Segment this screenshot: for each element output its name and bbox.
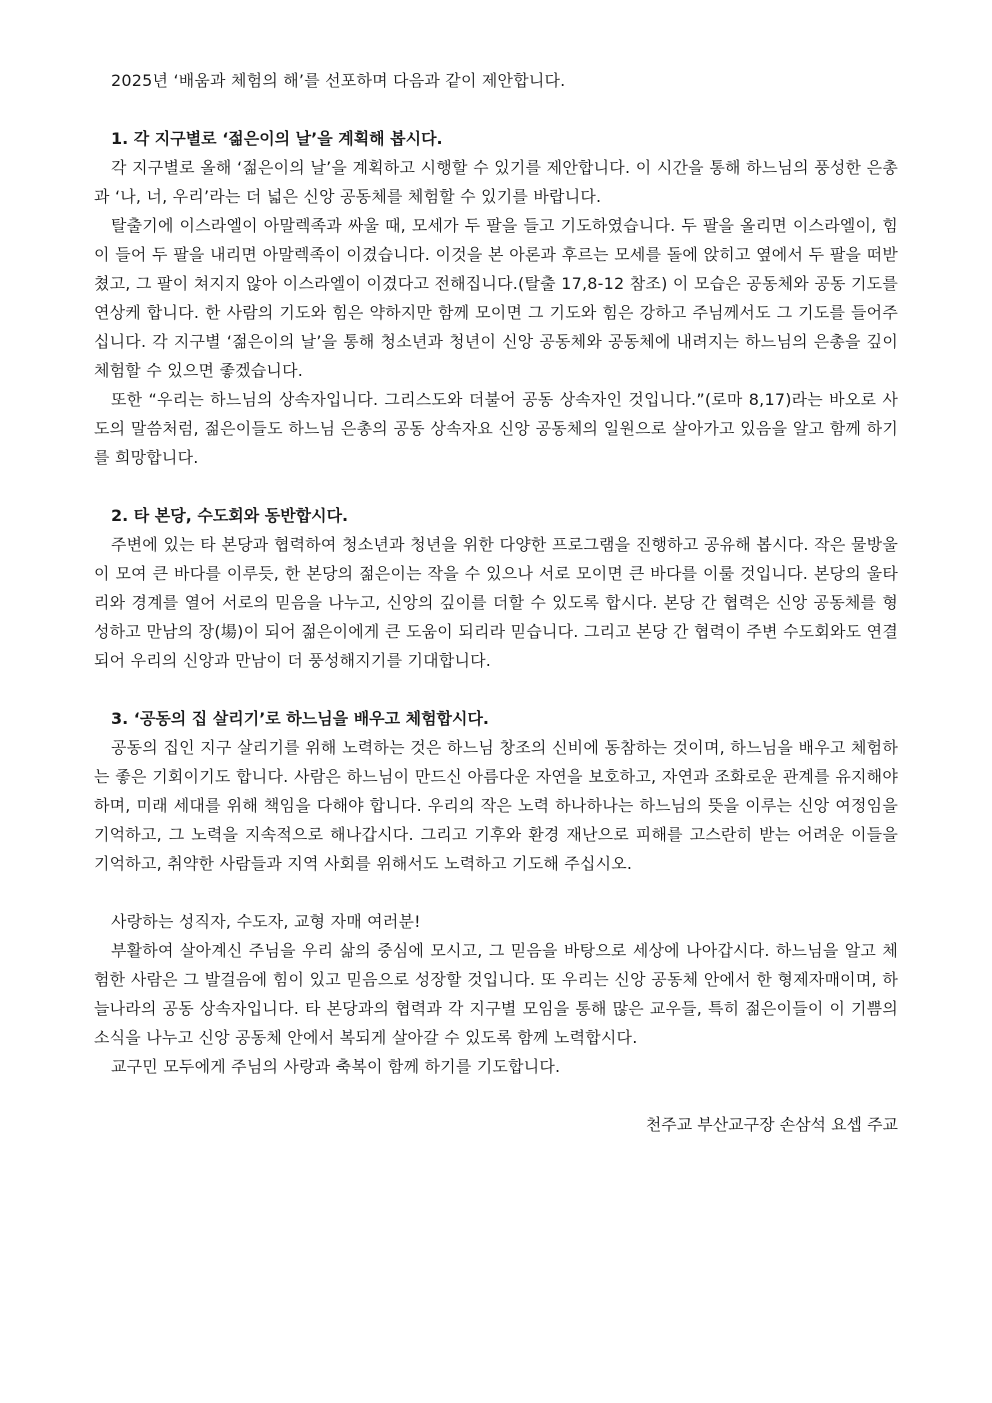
section-1-paragraph: 또한 “우리는 하느님의 상속자입니다. 그리스도와 더불어 공동 상속자인 것입니다.”(로마 8,17)라는 바오로 사도의 말씀처럼, 젊은이들도 하느님 은총의 공동 상속자요 신앙 공동체의 일원으로 살아가고 있음을 알고 함께 하기를 희망합니다. <box>94 390 898 467</box>
section-2-paragraph: 주변에 있는 타 본당과 협력하여 청소년과 청년을 위한 다양한 프로그램을 진행하고 공유해 봅시다. 작은 물방울이 모여 큰 바다를 이루듯, 한 본당의 젊은이는 작을 수 있으나 서로 모이면 큰 바다를 이룰 것입니다. 본당의 울타리와 경계를 열어 서로의 믿음을 나누고, 신앙의 깊이를 더할 수 있도록 합시다. 본당 간 협력은 신앙 공동체를 형성하고 만남의 장(場)이 되어 젊은이에게 큰 도움이 되리라 믿습니다. 그리고 본당 간 협력이 주변 수도회와도 연결되어 우리의 신앙과 만남이 더 풍성해지기를 기대합니다. <box>94 535 898 670</box>
intro-paragraph: 2025년 ‘배움과 체험의 해’를 선포하며 다음과 같이 제안합니다. <box>111 71 566 90</box>
section-1-paragraph: 탈출기에 이스라엘이 아말렉족과 싸울 때, 모세가 두 팔을 들고 기도하였습니다. 두 팔을 올리면 이스라엘이, 힘이 들어 두 팔을 내리면 아말렉족이 이겼습니다. 이것을 본 아론과 후르는 모세를 돌에 앉히고 옆에서 두 팔을 떠받쳤고, 그 팔이 쳐지지 않아 이스라엘이 이겼다고 전해집니다.(탈출 17,8-12 참조) 이 모습은 공동체와 공동 기도를 연상케 합니다. 한 사람의 기도와 힘은 약하지만 함께 모이면 그 기도와 힘은 강하고 주님께서도 그 기도를 들어주십니다. 각 지구별 ‘젊은이의 날’을 통해 청소년과 청년이 신앙 공동체와 공동체에 내려지는 하느님의 은총을 깊이 체험할 수 있으면 좋겠습니다. <box>94 216 898 380</box>
section-1-heading: 1. 각 지구별로 ‘젊은이의 날’을 계획해 봅시다. <box>111 129 443 148</box>
letter-body <box>94 66 898 1139</box>
spacer <box>94 675 898 704</box>
section-1-paragraph: 각 지구별로 올해 ‘젊은이의 날’을 계획하고 시행할 수 있기를 제안합니다. 이 시간을 통해 하느님의 풍성한 은총과 ‘나, 너, 우리’라는 더 넓은 신앙 공동체를 체험할 수 있기를 바랍니다. <box>94 158 898 206</box>
section-3-paragraph: 공동의 집인 지구 살리기를 위해 노력하는 것은 하느님 창조의 신비에 동참하는 것이며, 하느님을 배우고 체험하는 좋은 기회이기도 합니다. 사람은 하느님이 만드신 아름다운 자연을 보호하고, 자연과 조화로운 관계를 유지해야 하며, 미래 세대를 위해 책임을 다해야 합니다. 우리의 작은 노력 하나하나는 하느님의 뜻을 이루는 신앙 여정임을 기억하고, 그 노력을 지속적으로 해나갑시다. 그리고 기후와 환경 재난으로 피해를 고스란히 받는 어려운 이들을 기억하고, 취약한 사람들과 지역 사회를 위해서도 노력하고 기도해 주십시오. <box>94 738 898 873</box>
spacer <box>94 878 898 907</box>
signature: 천주교 부산교구장 손삼석 요셉 주교 <box>645 1115 898 1134</box>
closing-paragraph: 교구민 모두에게 주님의 사랑과 축복이 함께 하기를 기도합니다. <box>111 1057 561 1076</box>
closing-paragraph: 부활하여 살아계신 주님을 우리 삶의 중심에 모시고, 그 믿음을 바탕으로 세상에 나아갑시다. 하느님을 알고 체험한 사람은 그 발걸음에 힘이 있고 믿음으로 성장할 것입니다. 또 우리는 신앙 공동체 안에서 한 형제자매이며, 하늘나라의 공동 상속자입니다. 타 본당과의 협력과 각 지구별 모임을 통해 많은 교우들, 특히 젊은이들이 이 기쁨의 소식을 나누고 신앙 공동체 안에서 복되게 살아갈 수 있도록 함께 노력합시다. <box>94 941 898 1047</box>
section-2-heading: 2. 타 본당, 수도회와 동반합시다. <box>111 506 349 525</box>
spacer <box>94 95 898 124</box>
spacer <box>94 472 898 501</box>
closing-greeting: 사랑하는 성직자, 수도자, 교형 자매 여러분! <box>111 912 421 931</box>
section-3-heading: 3. ‘공동의 집 살리기’로 하느님을 배우고 체험합시다. <box>111 709 489 728</box>
spacer <box>94 1081 898 1110</box>
